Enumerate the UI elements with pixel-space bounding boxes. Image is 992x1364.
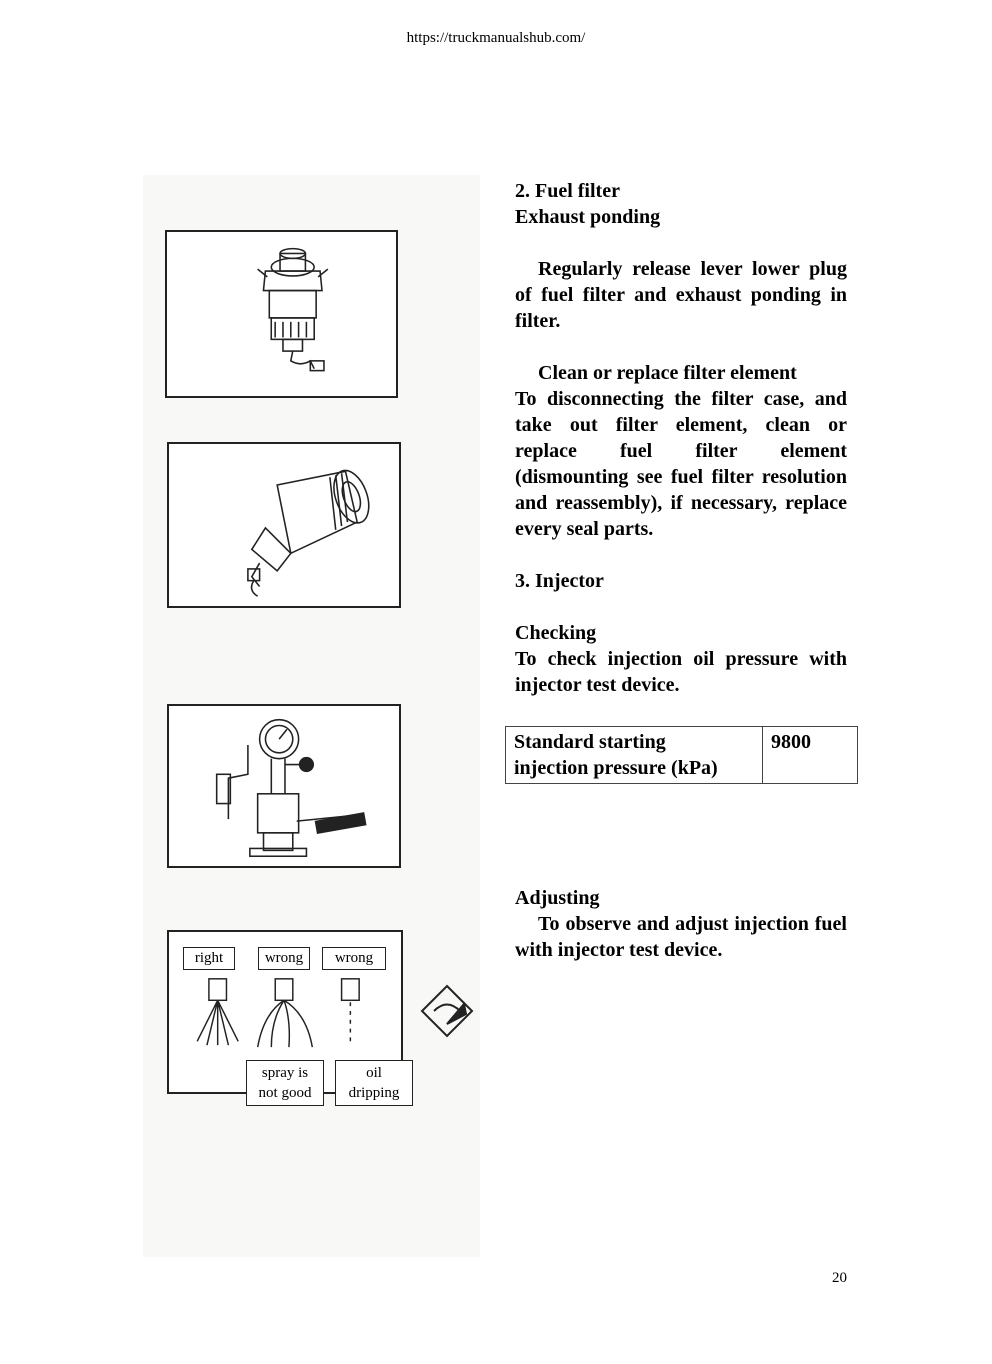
exhaust-ponding-subheading: Exhaust ponding [515,206,661,228]
pressure-gauge-icon [420,984,474,1038]
fuel-filter-section [515,178,847,698]
adjusting-title: Adjusting [515,887,600,909]
note-oil-line2: dripping [348,1085,400,1101]
injector-heading: 3. Injector [515,570,604,592]
fuel-filter-heading: 2. Fuel filter [515,180,620,202]
clean-replace-paragraph: To disconnecting the filter case, and take out filter element, clean or replace fuel filter element (dismounting see fuel filter resolution and reassembly), if necessary, replace every seal parts. [515,388,847,540]
table-row [506,727,858,784]
note-spray-not-good [246,1060,324,1106]
adjusting-paragraph: To observe and adjust injection fuel with injector test device. [515,913,847,961]
note-spray-line1: spray is [261,1065,309,1081]
spec-value-cell: 9800 [763,727,858,784]
exhaust-ponding-paragraph: Regularly release lever lower plug of fuel filter and exhaust ponding in filter. [515,258,847,332]
header-url: https://truckmanualshub.com/ [406,30,586,46]
adjusting-section [515,885,847,963]
note-oil-line1: oil [366,1065,382,1081]
checking-paragraph: To check injection oil pressure with injector test device. [515,648,847,696]
note-oil-dripping [335,1060,413,1106]
spec-label-cell [506,727,763,784]
fuel-filter-drawing [167,232,396,396]
spec-label-line1: Standard starting [514,731,666,753]
injection-pressure-table [505,726,858,784]
fuel-filter-figure [165,230,398,398]
label-wrong-2: wrong [322,947,386,970]
checking-title: Checking [515,622,597,644]
injector-test-device-figure [167,704,401,868]
spec-label-line2: injection pressure (kPa) [514,757,718,779]
note-spray-line2: not good [258,1085,312,1101]
injector-test-device-drawing [169,706,399,866]
clean-replace-lead: Clean or replace filter element [538,362,797,384]
filter-element-drawing [169,444,399,606]
page-number: 20 [832,1270,847,1286]
label-right: right [183,947,235,970]
filter-element-figure [167,442,401,608]
label-wrong-1: wrong [258,947,310,970]
